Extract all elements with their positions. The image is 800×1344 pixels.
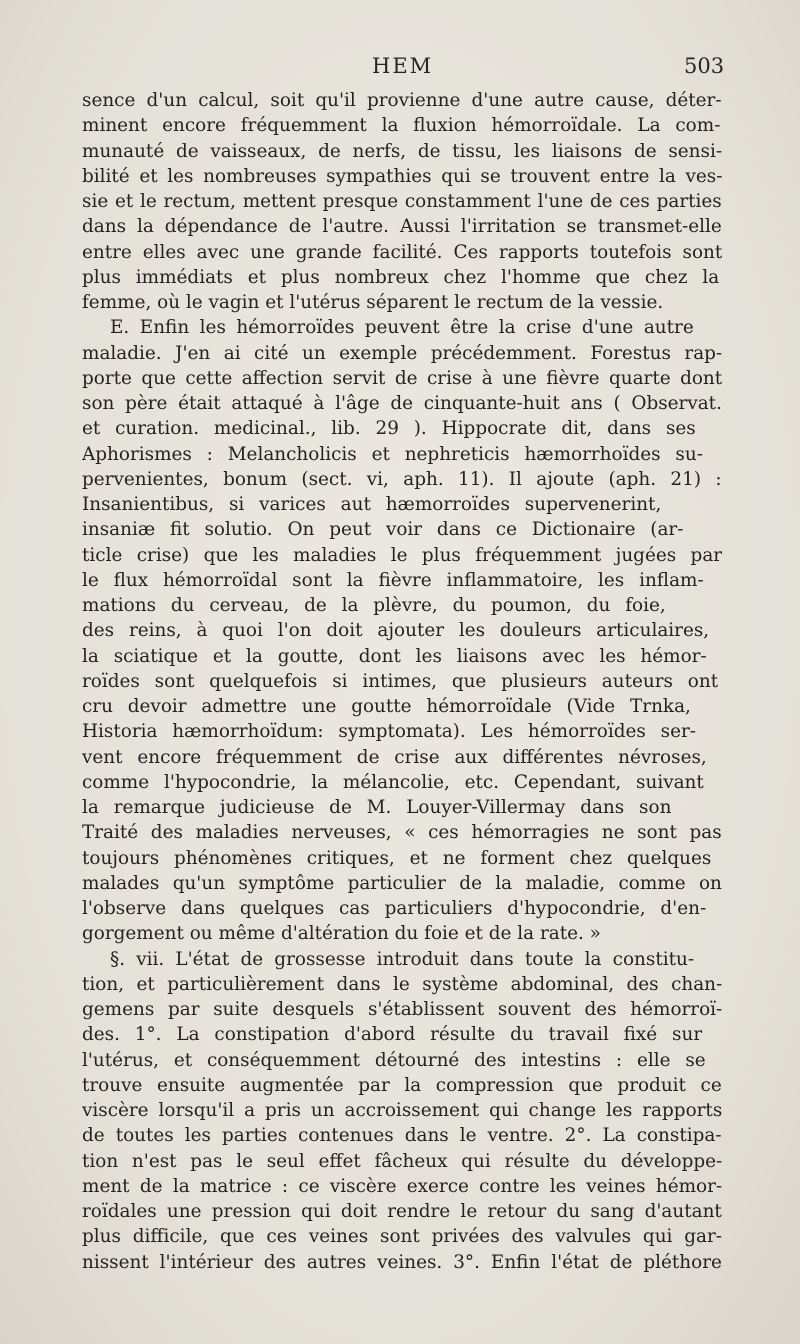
text-line: la remarque judicieuse de M. Louyer-Villermay dans son <box>82 797 672 818</box>
text-line: le flux hémorroïdal sont la fièvre inflammatoire, les inflam- <box>82 569 704 591</box>
page-number: 503 <box>684 54 725 78</box>
text-line: de toutes les parties contenues dans le ventre. 2°. La constipa- <box>82 1125 722 1147</box>
text-line: tion, et particulièrement dans le système abdominal, des chan- <box>82 973 722 995</box>
text-line: malades qu'un symptôme particulier de la maladie, comme on <box>82 872 722 894</box>
text-line: E. Enfin les hémorroïdes peuvent être la crise d'une autre <box>110 317 694 339</box>
text-line: mations du cerveau, de la plèvre, du poumon, du foie, <box>82 595 666 616</box>
text-line: vent encore fréquemment de crise aux différentes névroses, <box>82 746 707 768</box>
text-line: minent encore fréquemment la fluxion hémorroïdale. La com- <box>82 115 721 137</box>
text-line: munauté de vaisseaux, de nerfs, de tissu, les liaisons de sensi- <box>82 140 722 162</box>
text-line: porte que cette affection servit de crise à une fièvre quarte dont <box>82 367 722 389</box>
text-line: la sciatique et la goutte, dont les liaisons avec les hémor- <box>82 645 707 667</box>
text-line: pervenientes, bonum (sect. vi, aph. 11). Il ajoute (aph. 21) : <box>82 468 722 490</box>
text-line: viscère lorsqu'il a pris un accroissement qui change les rapports <box>82 1100 722 1121</box>
text-line: Historia hæmorrhoïdum: symptomata). Les hémorroïdes ser- <box>82 721 696 743</box>
text-line: des reins, à quoi l'on doit ajouter les douleurs articulaires, <box>82 620 710 642</box>
text-line: sie et le rectum, mettent presque constamment l'une de ces parties <box>82 191 722 212</box>
text-line: l'utérus, et conséquemment détourné des intestins : elle se <box>82 1049 706 1071</box>
text-line: toujours phénomènes critiques, et ne forment chez quelques <box>82 847 712 869</box>
text-line: dans la dépendance de l'autre. Aussi l'irritation se transmet-elle <box>82 216 722 238</box>
text-line: Insanientibus, si varices aut hæmorroïdes supervenerint, <box>82 494 662 515</box>
text-line: ticle crise) que les maladies le plus fréquemment jugées par <box>82 544 722 566</box>
text-line: plus difficile, que ces veines sont privées des valvules qui gar- <box>82 1226 722 1248</box>
text-line: ment de la matrice : ce viscère exerce contre les veines hémor- <box>82 1175 722 1197</box>
text-line: roïdes sont quelquefois si intimes, que plusieurs auteurs ont <box>82 670 719 692</box>
text-line: nissent l'intérieur des autres veines. 3°. Enfin l'état de pléthore <box>82 1251 722 1273</box>
text-line: l'observe dans quelques cas particuliers d'hypocondrie, d'en- <box>82 898 707 919</box>
text-line: des. 1°. La constipation d'abord résulte du travail fixé sur <box>82 1024 703 1046</box>
text-line: gorgement ou même d'altération du foie et de la rate. » <box>82 923 601 945</box>
text-line: roïdales une pression qui doit rendre le retour du sang d'autant <box>82 1201 722 1222</box>
text-line: tion n'est pas le seul effet fâcheux qui résulte du développe- <box>82 1150 722 1172</box>
text-line: son père était attaqué à l'âge de cinquante-huit ans ( Observat. <box>82 393 722 414</box>
text-line: Traité des maladies nerveuses, « ces hémorragies ne sont pas <box>82 822 722 844</box>
text-line: sence d'un calcul, soit qu'il provienne d'une autre cause, déter- <box>82 90 722 111</box>
text-line: cru devoir admettre une goutte hémorroïdale (Vide Trnka, <box>82 696 691 717</box>
text-line: maladie. J'en ai cité un exemple précédemment. Forestus rap- <box>82 342 722 364</box>
text-line: trouve ensuite augmentée par la compression que produit ce <box>82 1074 722 1096</box>
text-line: et curation. medicinal., lib. 29 ). Hippocrate dit, dans ses <box>82 418 696 440</box>
text-line: Aphorismes : Melancholicis et nephreticis hæmorrhoïdes su- <box>82 443 703 465</box>
text-line: femme, où le vagin et l'utérus séparent le rectum de la vessie. <box>82 292 664 313</box>
text-line: §. vii. L'état de grossesse introduit dans toute la constitu- <box>110 948 695 970</box>
text-line: insaniæ fit solutio. On peut voir dans ce Dictionaire (ar- <box>82 519 684 541</box>
text-line: plus immédiats et plus nombreux chez l'homme que chez la <box>82 266 720 288</box>
page-header <box>0 54 800 84</box>
text-line: entre elles avec une grande facilité. Ces rapports toutefois sont <box>82 241 722 263</box>
running-head: HEM <box>372 54 434 78</box>
text-line: gemens par suite desquels s'établissent souvent des hémorroï- <box>82 999 722 1020</box>
body-text <box>82 88 722 1275</box>
text-line: bilité et les nombreuses sympathies qui se trouvent entre la ves- <box>82 165 722 187</box>
text-line: comme l'hypocondrie, la mélancolie, etc. Cependant, suivant <box>82 771 704 793</box>
